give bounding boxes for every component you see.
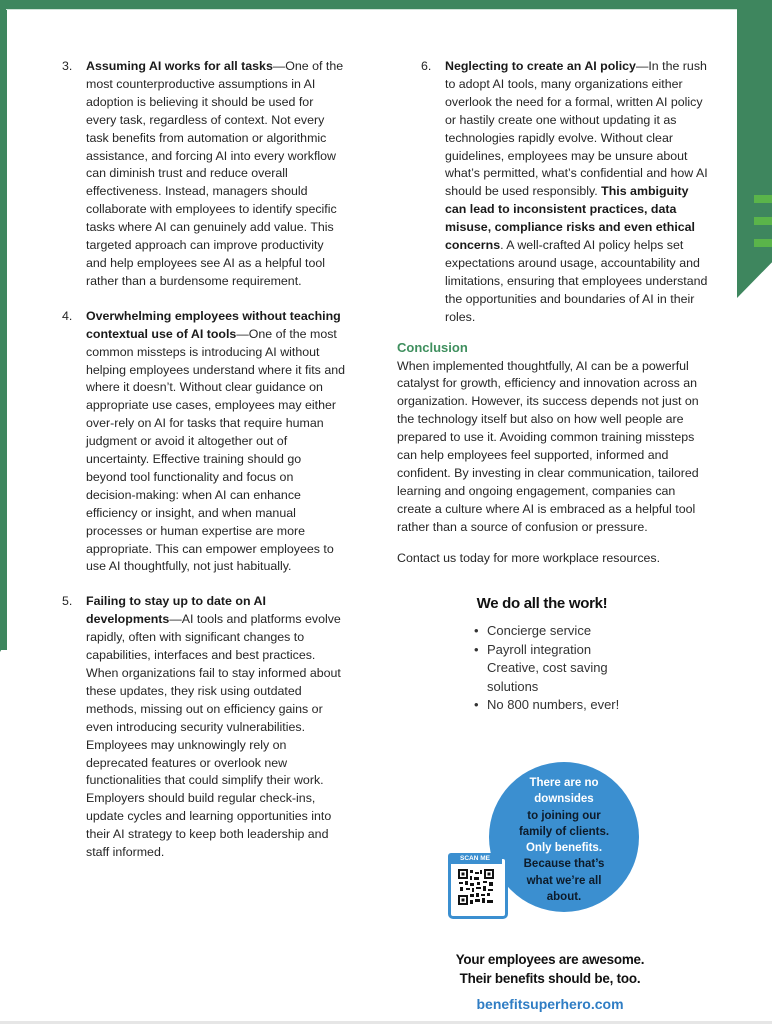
circle-line: Only benefits. — [525, 842, 603, 855]
promo-bullets — [474, 622, 644, 715]
circle-line: family of clients. — [518, 825, 610, 838]
tagline-line-2: Their benefits should be, too. — [459, 970, 641, 986]
item-body: —In the rush to adopt AI tools, many organizations either overlook the need for a formal, written AI policy or hastily create one without updating it as technologies rapidly evolve. Without clear guidelines, employees may be unsure about what’s permitted, what’s confidential and how AI should be used responsibly. — [445, 59, 708, 199]
item-body: —AI tools and platforms evolve rapidly, often with significant changes to capabilities, interfaces and best practices. When organizations fail to stay informed about these updates, they risk using outdated methods, missing out on efficiency gains or even introducing security vulnerabilities. Employees may unknowingly rely on deprecated features or overlook new functionalities that could simplify their work. Employers should build regular check-ins, update cycles and learning opportunities into their AI strategy to keep both leadership and staff informed. — [86, 612, 341, 860]
left-column — [60, 58, 345, 879]
side-ribbon — [737, 0, 772, 298]
item-title: Assuming AI works for all tasks — [86, 59, 273, 73]
circle-line: what we’re all — [526, 874, 602, 887]
page-edge — [6, 9, 737, 10]
promo-bullet — [474, 641, 644, 660]
item-number: 6. — [421, 59, 432, 73]
promo-bullet — [474, 659, 644, 696]
promo-circle-text — [489, 775, 639, 905]
tagline — [420, 951, 680, 988]
promo-bullet — [474, 622, 644, 641]
item-body-end: . A well-crafted AI policy helps set expectations around usage, accountability and limitations, ensuring that employees understand the opportunities and boundaries of AI in their roles. — [445, 238, 708, 324]
tagline-line-1: Your employees are awesome. — [455, 952, 645, 967]
qr-code-icon[interactable] — [458, 869, 494, 905]
item-number: 5. — [62, 594, 73, 609]
bullet-text: No 800 numbers, ever! — [487, 697, 620, 712]
bullet-icon: • — [474, 697, 479, 712]
list-item — [397, 58, 712, 327]
bullet-icon: • — [474, 623, 479, 638]
conclusion-paragraph: When implemented thoughtfully, AI can be a powerful catalyst for growth, efficiency and innovation across an organization. However, its success depends not just on the technology itself but also on how well people are prepared to use it. Avoiding common training missteps can help employees feel supported, informed and confident. By investing in clear communication, tailored learning and ongoing engagement, companies can create a culture where AI is embraced as a helpful tool rather than a source of confusion or pressure. — [397, 358, 699, 534]
bullet-text: Creative, cost saving solutions — [487, 660, 608, 694]
website-link[interactable]: benefitsuperhero.com — [476, 996, 624, 1012]
circle-line: to joining our — [527, 809, 601, 822]
list-item — [60, 308, 345, 577]
list-item — [60, 593, 345, 862]
item-title: Failing to stay up to date on AI developments — [86, 594, 266, 627]
circle-line: downsides — [534, 793, 594, 806]
item-body: —One of the most counterproductive assumptions in AI adoption is believing it should be used for every task, regardless of context. Not every task benefits from automation or algorithmic assistance, and forcing AI into every workflow can diminish trust and reduce overall effectiveness. Instead, managers should collaborate with employees to identify specific tasks where AI can genuinely add value. This targeted approach can improve productivity and help employees see AI as a helpful tool rather than a burdensome requirement. — [86, 59, 344, 288]
circle-line: Because that’s — [523, 858, 605, 871]
promo-title: We do all the work! — [476, 595, 608, 612]
ribbon-stripe-icon — [754, 195, 772, 203]
circle-line: There are no — [529, 777, 599, 789]
right-column — [397, 58, 712, 580]
contact-line: Contact us today for more workplace resources. — [397, 550, 661, 565]
item-title: Neglecting to create an AI policy — [445, 59, 636, 73]
left-border — [0, 0, 7, 650]
item-body: —One of the most common missteps is introducing AI without helping employees understand where it fits and where it doesn’t. Without clear guidance on appropriate use cases, employees may either over-rely on AI for tasks that require human judgment or avoid it altogether out of uncertainty. Effective training should go beyond tool functionality and focus on decision-making: when AI can enhance efficiency or insight, and when manual processes or human expertise are more appropriate. This can empower employees to use AI thoughtfully, not just habitually. — [86, 326, 345, 574]
item-title: Overwhelming employees without teaching contextual use of AI tools — [86, 308, 341, 341]
ribbon-stripe-icon — [754, 239, 772, 247]
bullet-text: Payroll integration — [487, 641, 592, 657]
qr-label: SCAN ME — [448, 853, 502, 864]
item-emphasis: This ambiguity can lead to inconsistent practices, data misuse, compliance risks and even ethical concerns — [445, 184, 695, 253]
conclusion-heading: Conclusion — [397, 339, 468, 355]
ribbon-stripe-icon — [754, 217, 772, 225]
left-border-tip — [0, 640, 7, 652]
item-number: 4. — [62, 308, 73, 323]
item-number: 3. — [62, 59, 73, 73]
circle-line: about. — [546, 891, 582, 904]
list-item — [60, 58, 345, 291]
bullet-icon: • — [474, 641, 479, 657]
top-border — [0, 0, 772, 9]
promo-bullet — [474, 696, 644, 715]
bullet-text: Concierge service — [487, 623, 592, 638]
